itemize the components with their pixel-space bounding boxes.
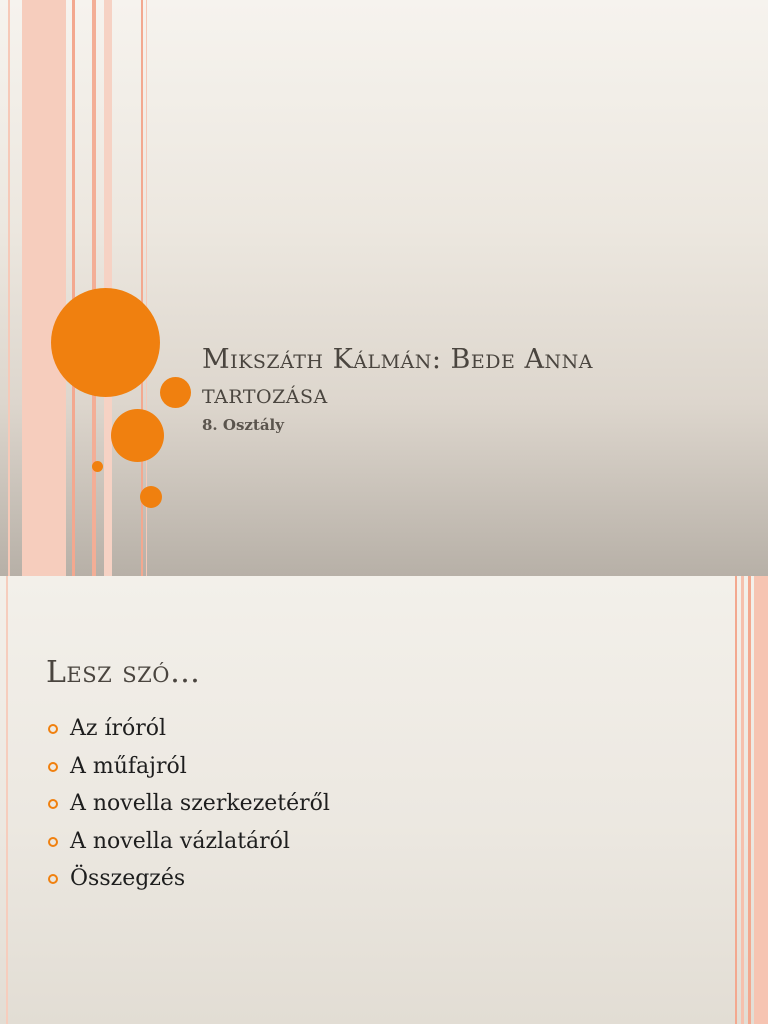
circle-bullet-icon (48, 874, 58, 884)
decorative-stripe (72, 0, 75, 576)
decorative-stripe (8, 0, 10, 576)
slide-title (202, 342, 742, 412)
list-item (48, 827, 330, 865)
decorative-stripe (6, 576, 8, 1024)
slide-title-line-2: tartozása (202, 379, 328, 410)
decorative-stripe (735, 576, 737, 1024)
list-item-text: A műfajról (70, 753, 187, 779)
decorative-circle (140, 486, 162, 508)
decorative-stripe (754, 576, 768, 1024)
agenda-list (48, 714, 330, 902)
list-item-text: A novella vázlatáról (70, 828, 290, 854)
decorative-stripe (22, 0, 66, 576)
list-item-text: A novella szerkezetéről (70, 791, 330, 816)
agenda-slide (0, 576, 768, 1024)
circle-bullet-icon (48, 724, 58, 734)
agenda-title: Lesz szó… (46, 655, 201, 690)
list-item (48, 714, 330, 752)
decorative-circle-large (51, 288, 160, 397)
list-item-text: Összegzés (70, 866, 186, 891)
list-item-text: Az íróról (70, 716, 167, 741)
title-block (202, 342, 742, 434)
decorative-circle (92, 461, 103, 472)
decorative-circle (160, 377, 191, 408)
list-item (48, 752, 330, 790)
decorative-stripe (748, 576, 751, 1024)
list-item (48, 789, 330, 827)
decorative-circle (111, 409, 164, 462)
list-item (48, 864, 330, 902)
slide-title-line-1: Mikszáth Kálmán: Bede Anna (202, 344, 593, 375)
slide-subtitle: 8. Osztály (202, 416, 284, 434)
circle-bullet-icon (48, 762, 58, 772)
circle-bullet-icon (48, 837, 58, 847)
decorative-stripe (741, 576, 744, 1024)
circle-bullet-icon (48, 799, 58, 809)
